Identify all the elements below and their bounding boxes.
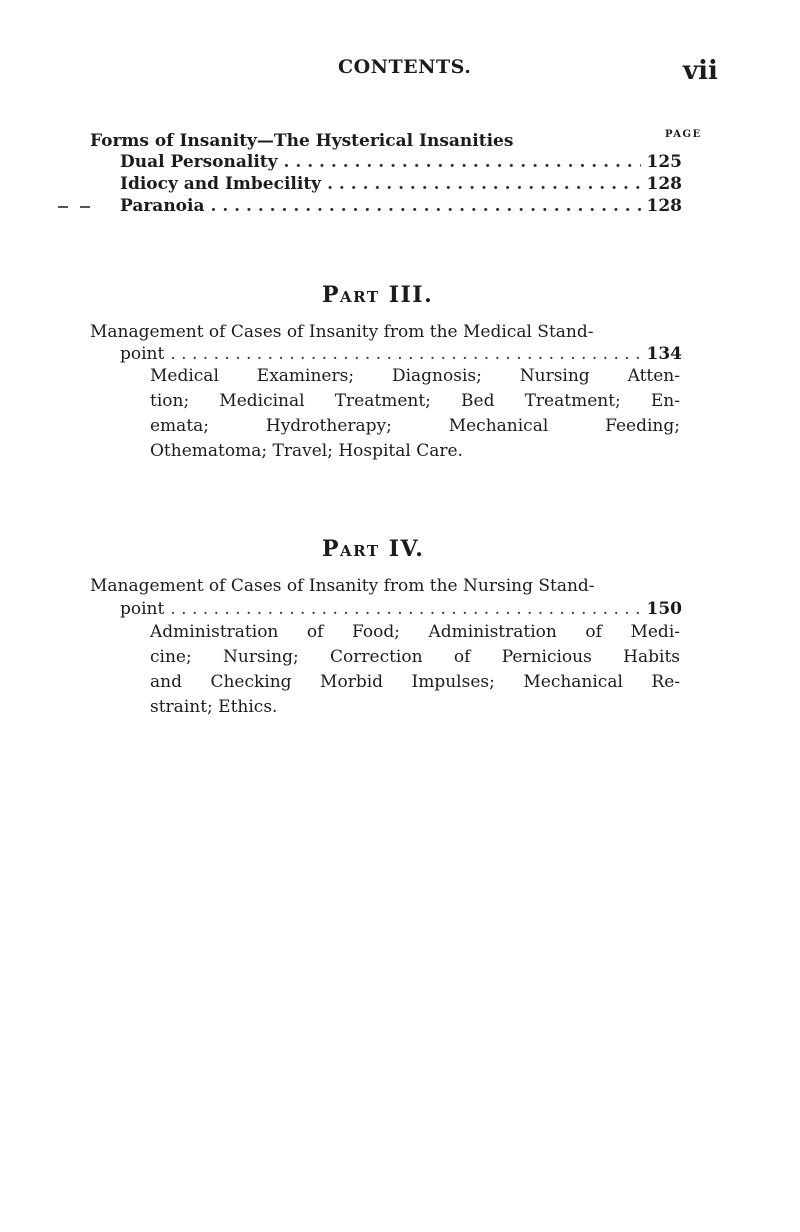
toc-entry-label: Dual Personality	[120, 152, 278, 172]
description-line: tion; Medicinal Treatment; Bed Treatment; En-	[150, 391, 680, 411]
part-three-description	[150, 364, 680, 464]
part-four-description	[150, 620, 680, 720]
toc-entry-label: point	[120, 599, 165, 619]
description-line: and Checking Morbid Impulses; Mechanical Re-	[150, 672, 680, 692]
part-four-heading: Part IV.	[322, 536, 425, 562]
margin-mark	[58, 206, 68, 208]
toc-entry-page: 150	[646, 599, 682, 619]
dot-leader	[327, 173, 640, 195]
toc-entry-paranoia	[120, 195, 682, 217]
toc-entry-part-three	[120, 343, 682, 365]
description-line: cine; Nursing; Correction of Pernicious Habits	[150, 647, 680, 667]
part-four-title-line: Management of Cases of Insanity from the Nursing Stand-	[90, 576, 595, 596]
description-line: emata; Hydrotherapy; Mechanical Feeding;	[150, 416, 680, 436]
dot-leader	[170, 343, 640, 365]
toc-entry-page: 134	[646, 344, 682, 364]
description-line: Othematoma; Travel; Hospital Care.	[150, 441, 463, 461]
toc-entry-label: Idiocy and Imbecility	[120, 174, 322, 194]
toc-entry-page: 125	[646, 152, 682, 172]
page-column-label: PAGE	[665, 129, 702, 140]
description-line: Administration of Food; Administration of Medi-	[150, 622, 680, 642]
toc-entry-dual-personality	[120, 151, 682, 173]
description-line: Medical Examiners; Diagnosis; Nursing Atten-	[150, 366, 680, 386]
toc-entry-part-four	[120, 598, 682, 620]
toc-entry-label: point	[120, 344, 165, 364]
dot-leader	[170, 598, 640, 620]
dot-leader	[284, 151, 641, 173]
dot-leader	[211, 195, 641, 217]
toc-entry-idiocy-and-imbecility	[120, 173, 682, 195]
page-number: vii	[683, 56, 718, 86]
toc-entry-page: 128	[646, 174, 682, 194]
part-three-title-line: Management of Cases of Insanity from the Medical Stand-	[90, 322, 594, 342]
page-title: CONTENTS.	[338, 56, 472, 78]
toc-entry-page: 128	[646, 196, 682, 216]
toc-entry-label: Paranoia	[120, 196, 205, 216]
description-line: straint; Ethics.	[150, 697, 278, 717]
part-three-heading: Part III.	[322, 282, 434, 308]
margin-mark	[80, 206, 90, 208]
section-heading-forms-of-insanity: Forms of Insanity—The Hysterical Insanities	[90, 131, 514, 151]
